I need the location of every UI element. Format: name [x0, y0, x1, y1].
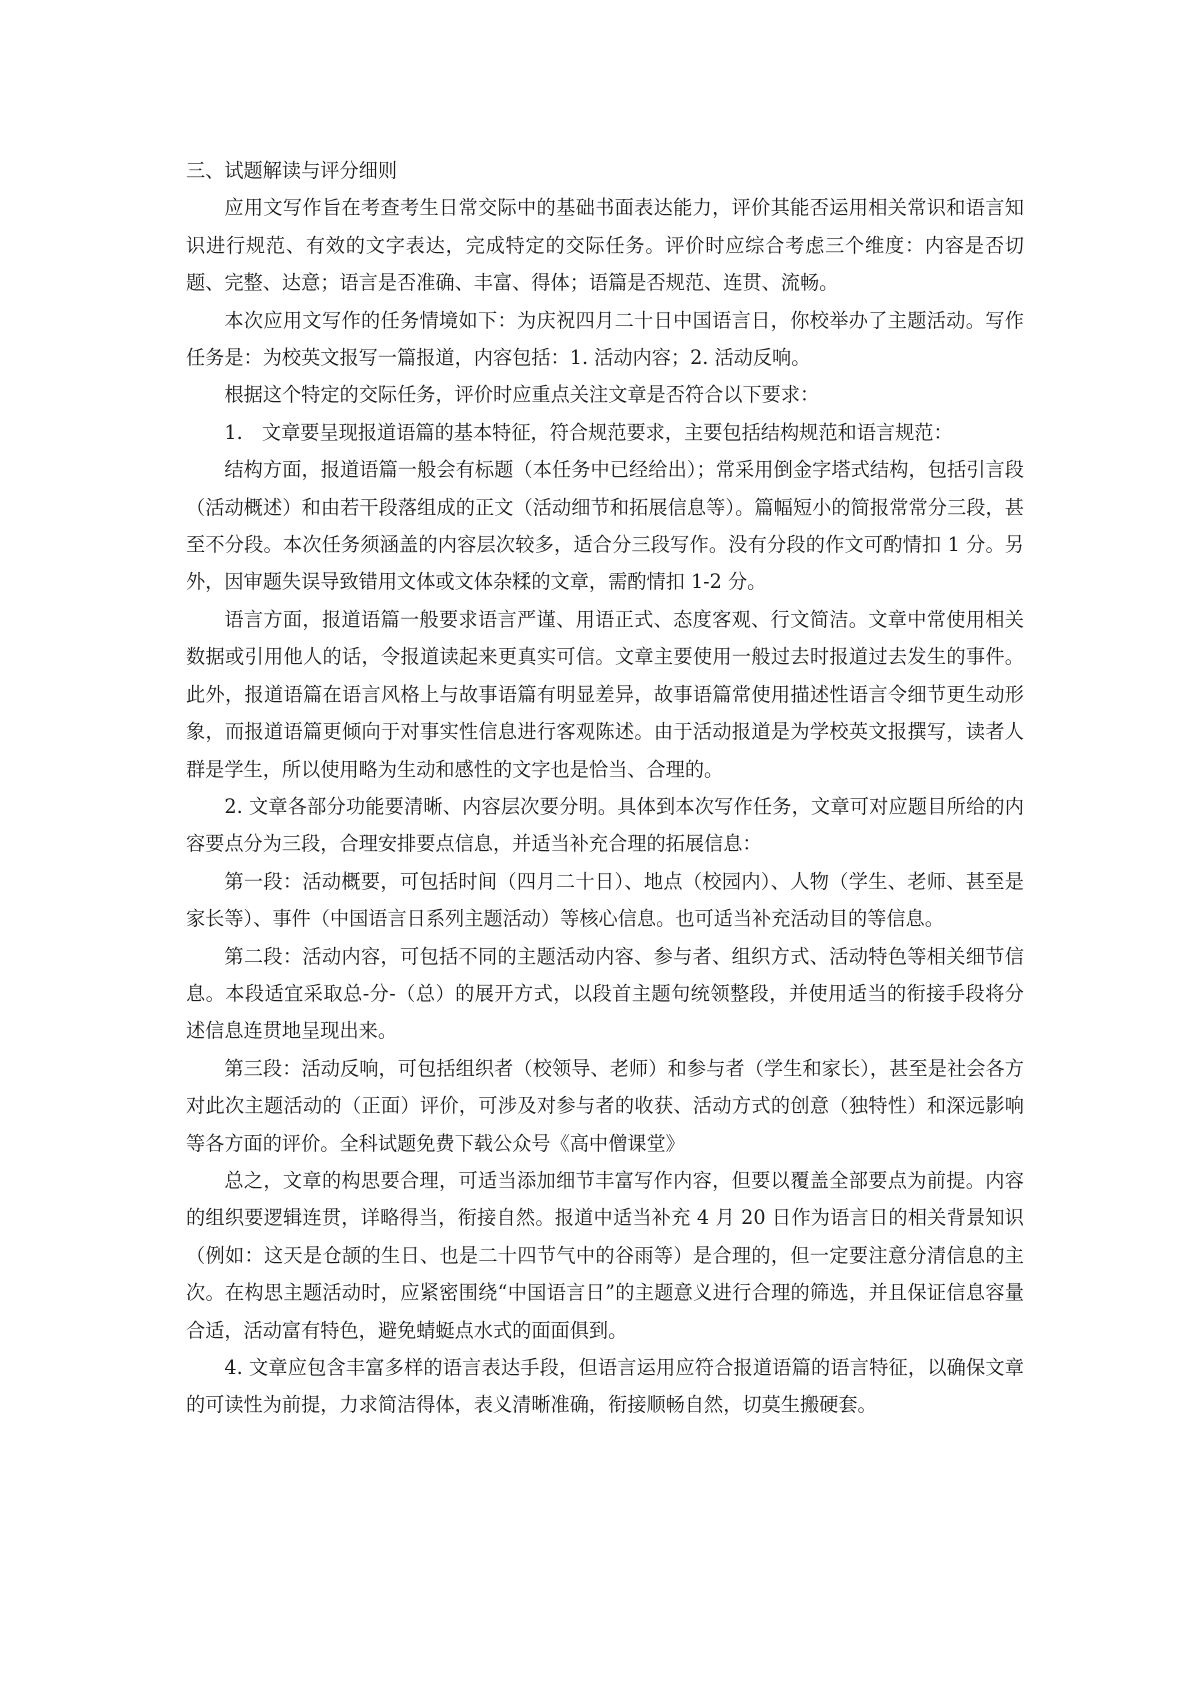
paragraph-intro: 应用文写作旨在考查考生日常交际中的基础书面表达能力，评价其能否运用相关常识和语言知识进行规范、有效的文字表达，完成特定的交际任务。评价时应综合考虑三个维度：内容是否切题、完整、达意；语言是否准确、丰富、得体；语篇是否规范、连贯、流畅。	[186, 196, 1024, 295]
paragraph-requirements-lead: 根据这个特定的交际任务，评价时应重点关注文章是否符合以下要求：	[224, 383, 820, 407]
paragraph-requirement-4: 4. 文章应包含丰富多样的语言表达手段，但语言运用应符合报道语篇的语言特征，以确保文章的可读性为前提，力求简洁得体，表义清晰准确，衔接顺畅自然，切莫生搬硬套。	[186, 1356, 1024, 1417]
paragraph-language: 语言方面，报道语篇一般要求语言严谨、用语正式、态度客观、行文简洁。文章中常使用相关数据或引用他人的话，令报道读起来更真实可信。文章主要使用一般过去时报道过去发生的事件。此外，报道语篇在语言风格上与故事语篇有明显差异，故事语篇常使用描述性语言令细节更生动形象，而报道语篇更倾向于对事实性信息进行客观陈述。由于活动报道是为学校英文报撰写，读者人群是学生，所以使用略为生动和感性的文字也是恰当、合理的。	[186, 607, 1024, 781]
paragraph-part-three: 第三段：活动反响，可包括组织者（校领导、老师）和参与者（学生和家长），甚至是社会各方对此次主题活动的（正面）评价，可涉及对参与者的收获、活动方式的创意（独特性）和深远影响等各方面的评价。全科试题免费下载公众号《高中僧课堂》	[186, 1056, 1024, 1155]
document-body	[186, 152, 1024, 1424]
paragraph-summary: 总之，文章的构思要合理，可适当添加细节丰富写作内容，但要以覆盖全部要点为前提。内容的组织要逻辑连贯，详略得当，衔接自然。报道中适当补充 4 月 20 日作为语言日的相关背景知识（例如：这天是仓颉的生日、也是二十四节气中的谷雨等）是合理的，但一定要注意分清信息的主次。在构思主题活动时，应紧密围绕“中国语言日”的主题意义进行合理的筛选，并且保证信息容量合适，活动富有特色，避免蜻蜓点水式的面面俱到。	[186, 1168, 1024, 1342]
paragraph-task-context: 本次应用文写作的任务情境如下：为庆祝四月二十日中国语言日，你校举办了主题活动。写作任务是：为校英文报写一篇报道，内容包括：1. 活动内容；2. 活动反响。	[186, 308, 1024, 370]
paragraph-requirement-1: 1. 文章要呈现报道语篇的基本特征，符合规范要求，主要包括结构规范和语言规范：	[224, 420, 953, 444]
paragraph-part-two: 第二段：活动内容，可包括不同的主题活动内容、参与者、组织方式、活动特色等相关细节信息。本段适宜采取总-分-（总）的展开方式，以段首主题句统领整段，并使用适当的衔接手段将分述信息连贯地呈现出来。	[186, 944, 1024, 1043]
paragraph-requirement-2: 2. 文章各部分功能要清晰、内容层次要分明。具体到本次写作任务，文章可对应题目所给的内容要点分为三段，合理安排要点信息，并适当补充合理的拓展信息：	[186, 794, 1024, 856]
paragraph-part-one: 第一段：活动概要，可包括时间（四月二十日）、地点（校园内）、人物（学生、老师、甚至是家长等）、事件（中国语言日系列主题活动）等核心信息。也可适当补充活动目的等信息。	[186, 869, 1024, 931]
section-heading: 三、试题解读与评分细则	[186, 159, 398, 182]
paragraph-structure: 结构方面，报道语篇一般会有标题（本任务中已经给出）；常采用倒金字塔式结构，包括引言段（活动概述）和由若干段落组成的正文（活动细节和拓展信息等）。篇幅短小的简报常常分三段，甚至不分段。本次任务须涵盖的内容层次较多，适合分三段写作。没有分段的作文可酌情扣 1 分。另外，因审题失误导致错用文体或文体杂糅的文章，需酌情扣 1-2 分。	[186, 458, 1024, 594]
